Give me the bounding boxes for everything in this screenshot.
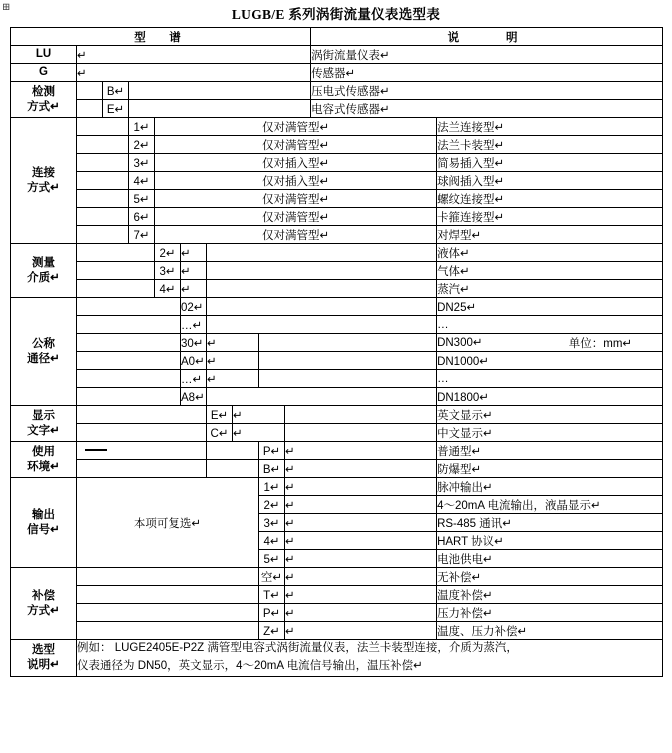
disp-spacer-2 [285,424,437,442]
row-category-output-signal: 输出 信号↵ [11,478,77,568]
conn-mid-5: 仅对满管型↵ [155,190,437,208]
out-mark-1: ↵ [285,478,437,496]
table-row [11,424,663,442]
dn-code-a8: A8↵ [181,388,207,406]
conn-indent-5 [77,190,129,208]
table-row [11,586,663,604]
comp-indent-2 [77,586,259,604]
comp-code-z: Z↵ [259,622,285,640]
dn-desc-30: DN300↵ 单位：mm↵ [437,334,663,352]
env-desc-p: 普通型↵ [437,442,663,460]
comp-indent-3 [77,604,259,622]
conn-mid-7: 仅对满管型↵ [155,226,437,244]
table-row [11,604,663,622]
conn-code-3: 3↵ [129,154,155,172]
conn-indent-2 [77,136,129,154]
medium-code-2: 2↵ [155,244,181,262]
table-row [11,190,663,208]
out-mark-4: ↵ [285,532,437,550]
table-row [11,352,663,370]
env-gap-1 [207,442,259,460]
row-category-selection-note: 选型 说明↵ [11,640,77,677]
comp-desc-t: 温度补偿↵ [437,586,663,604]
header-model-col: 型 谱 [11,28,311,46]
table-header-row [11,28,663,46]
row-category-display-language: 显示 文字↵ [11,406,77,442]
detect-indent-cell-2 [77,100,103,118]
detect-desc-b: 压电式传感器↵ [311,82,663,100]
table-row [11,64,663,82]
dn-spacer-2 [207,316,437,334]
medium-mark-3: ↵ [181,262,207,280]
dn-mark-30: ↵ [207,334,259,352]
conn-desc-3: 简易插入型↵ [437,154,663,172]
out-desc-4: HART 协议↵ [437,532,663,550]
dn-code-02: 02↵ [181,298,207,316]
dn-desc-ell2: … [437,370,663,388]
conn-indent-1 [77,118,129,136]
disp-code-e: E↵ [207,406,233,424]
corner-mark-icon: ⊞ [2,2,11,13]
comp-mark-none: ↵ [285,568,437,586]
dn-code-30: 30↵ [181,334,207,352]
comp-mark-t: ↵ [285,586,437,604]
page-title: LUGB/E 系列涡街流量仪表选型表 [231,7,441,22]
dn-desc-a8: DN1800↵ [437,388,663,406]
table-row [11,154,663,172]
conn-mid-1: 仅对满管型↵ [155,118,437,136]
row-category-compensation: 补偿 方式↵ [11,568,77,640]
medium-indent-2 [77,262,155,280]
detect-indent-cell [77,82,103,100]
env-indent-2 [77,460,207,478]
selection-note-content [77,640,663,677]
table-row [11,244,663,262]
disp-desc-c: 中文显示↵ [437,424,663,442]
output-multi-note: 本项可复选↵ [77,478,259,568]
dn-indent-2 [77,316,181,334]
table-row [11,316,663,334]
dn-indent-6 [77,388,181,406]
row-category-detection: 检测 方式↵ [11,82,77,118]
medium-spacer-2 [207,262,437,280]
selection-note-line-1: 例如： LUGE2405E-P2Z 满管型电容式涡街流量仪表，法兰卡装型连接，介质为蒸汽， [77,642,518,654]
disp-spacer-1 [285,406,437,424]
table-row [11,568,663,586]
medium-code-4: 4↵ [155,280,181,298]
out-code-1: 1↵ [259,478,285,496]
table-row [11,406,663,424]
table-row [11,370,663,388]
header-desc-col: 说 明 [311,28,663,46]
comp-desc-z: 温度、压力补偿↵ [437,622,663,640]
table-row [11,388,663,406]
env-desc-b: 防爆型↵ [437,460,663,478]
table-row [11,136,663,154]
conn-code-7: 7↵ [129,226,155,244]
table-row [11,622,663,640]
out-desc-5: 电池供电↵ [437,550,663,568]
table-row [11,226,663,244]
row-category-lu: LU [11,46,77,64]
row-category-connection: 连接 方式↵ [11,118,77,244]
env-dash-mark [85,449,107,451]
medium-code-3: 3↵ [155,262,181,280]
out-mark-5: ↵ [285,550,437,568]
medium-spacer-1 [207,244,437,262]
detect-code-b: B↵ [103,82,129,100]
dn-mark-ell2: ↵ [207,370,259,388]
table-row [11,172,663,190]
medium-desc-2: 液体↵ [437,244,663,262]
table-row [11,82,663,100]
table-row [11,334,663,352]
comp-mark-z: ↵ [285,622,437,640]
out-mark-2: ↵ [285,496,437,514]
conn-desc-4: 球阀插入型↵ [437,172,663,190]
conn-desc-2: 法兰卡装型↵ [437,136,663,154]
disp-mark-c: ↵ [233,424,285,442]
detect-desc-e: 电容式传感器↵ [311,100,663,118]
row-category-g: G [11,64,77,82]
dn-indent-1 [77,298,181,316]
dn-code-ell2: …↵ [181,370,207,388]
comp-code-t: T↵ [259,586,285,604]
table-row [11,478,663,496]
table-row [11,280,663,298]
env-code-p: P↵ [259,442,285,460]
conn-mid-3: 仅对插入型↵ [155,154,437,172]
conn-desc-5: 螺纹连接型↵ [437,190,663,208]
conn-code-6: 6↵ [129,208,155,226]
row-code-g: ↵ [77,64,311,82]
dn-mark-a0: ↵ [207,352,259,370]
conn-indent-6 [77,208,129,226]
env-gap-2 [207,460,259,478]
detect-spacer [129,82,311,100]
row-category-environment: 使用 环境↵ [11,442,77,478]
dn-spacer-5 [259,370,437,388]
table-row [11,208,663,226]
table-row-footer [11,640,663,677]
medium-indent-3 [77,280,155,298]
dn-code-a0: A0↵ [181,352,207,370]
row-code-lu: ↵ [77,46,311,64]
medium-mark-4: ↵ [181,280,207,298]
row-category-nominal-diameter: 公称 通径↵ [11,298,77,406]
comp-code-none: 空↵ [259,568,285,586]
conn-desc-1: 法兰连接型↵ [437,118,663,136]
out-mark-3: ↵ [285,514,437,532]
dn-spacer-3 [259,334,437,352]
detect-spacer-2 [129,100,311,118]
dn-spacer-6 [207,388,437,406]
conn-indent-3 [77,154,129,172]
out-code-5: 5↵ [259,550,285,568]
env-mark-p: ↵ [285,442,437,460]
disp-code-c: C↵ [207,424,233,442]
comp-code-p: P↵ [259,604,285,622]
table-row [11,442,663,460]
table-row [11,118,663,136]
medium-desc-4: 蒸汽↵ [437,280,663,298]
detect-code-e: E↵ [103,100,129,118]
out-code-3: 3↵ [259,514,285,532]
dn-desc-ell1: … [437,316,663,334]
dn-indent-4 [77,352,181,370]
conn-code-4: 4↵ [129,172,155,190]
table-row [11,460,663,478]
comp-mark-p: ↵ [285,604,437,622]
row-category-medium: 测量 介质↵ [11,244,77,298]
comp-desc-p: 压力补偿↵ [437,604,663,622]
comp-indent-4 [77,622,259,640]
table-row [11,262,663,280]
out-code-2: 2↵ [259,496,285,514]
conn-code-5: 5↵ [129,190,155,208]
dn-indent-5 [77,370,181,388]
conn-code-1: 1↵ [129,118,155,136]
medium-spacer-3 [207,280,437,298]
dn-spacer-1 [207,298,437,316]
disp-indent-2 [77,424,207,442]
conn-indent-4 [77,172,129,190]
disp-indent-1 [77,406,207,424]
conn-desc-6: 卡箍连接型↵ [437,208,663,226]
table-row [11,100,663,118]
conn-desc-7: 对焊型↵ [437,226,663,244]
out-desc-1: 脉冲输出↵ [437,478,663,496]
disp-mark-e: ↵ [233,406,285,424]
conn-mid-4: 仅对插入型↵ [155,172,437,190]
medium-indent-1 [77,244,155,262]
disp-desc-e: 英文显示↵ [437,406,663,424]
conn-code-2: 2↵ [129,136,155,154]
selection-note-line-2: 仪表通径为 DN50，英文显示，4～20mA 电流信号输出，温压补偿↵ [77,659,423,672]
comp-desc-none: 无补偿↵ [437,568,663,586]
out-desc-2: 4～20mA 电流输出，液晶显示↵ [437,496,663,514]
env-code-b: B↵ [259,460,285,478]
dn-indent-3 [77,334,181,352]
medium-desc-3: 气体↵ [437,262,663,280]
out-desc-3: RS-485 通讯↵ [437,514,663,532]
table-row [11,46,663,64]
medium-mark-2: ↵ [181,244,207,262]
env-indent-1 [77,442,207,460]
table-row [11,298,663,316]
dn-desc-02: DN25↵ [437,298,663,316]
conn-indent-7 [77,226,129,244]
comp-indent-1 [77,568,259,586]
nominal-diameter-unit-note: 单位：mm↵ [568,337,633,350]
model-selection-table [10,27,663,677]
row-desc-g: 传感器↵ [311,64,663,82]
env-mark-b: ↵ [285,460,437,478]
conn-mid-2: 仅对满管型↵ [155,136,437,154]
dn-code-ell1: …↵ [181,316,207,334]
dn-desc-a0: DN1000↵ [437,352,663,370]
row-desc-lu: 涡街流量仪表↵ [311,46,663,64]
dn-spacer-4 [259,352,437,370]
conn-mid-6: 仅对满管型↵ [155,208,437,226]
out-code-4: 4↵ [259,532,285,550]
